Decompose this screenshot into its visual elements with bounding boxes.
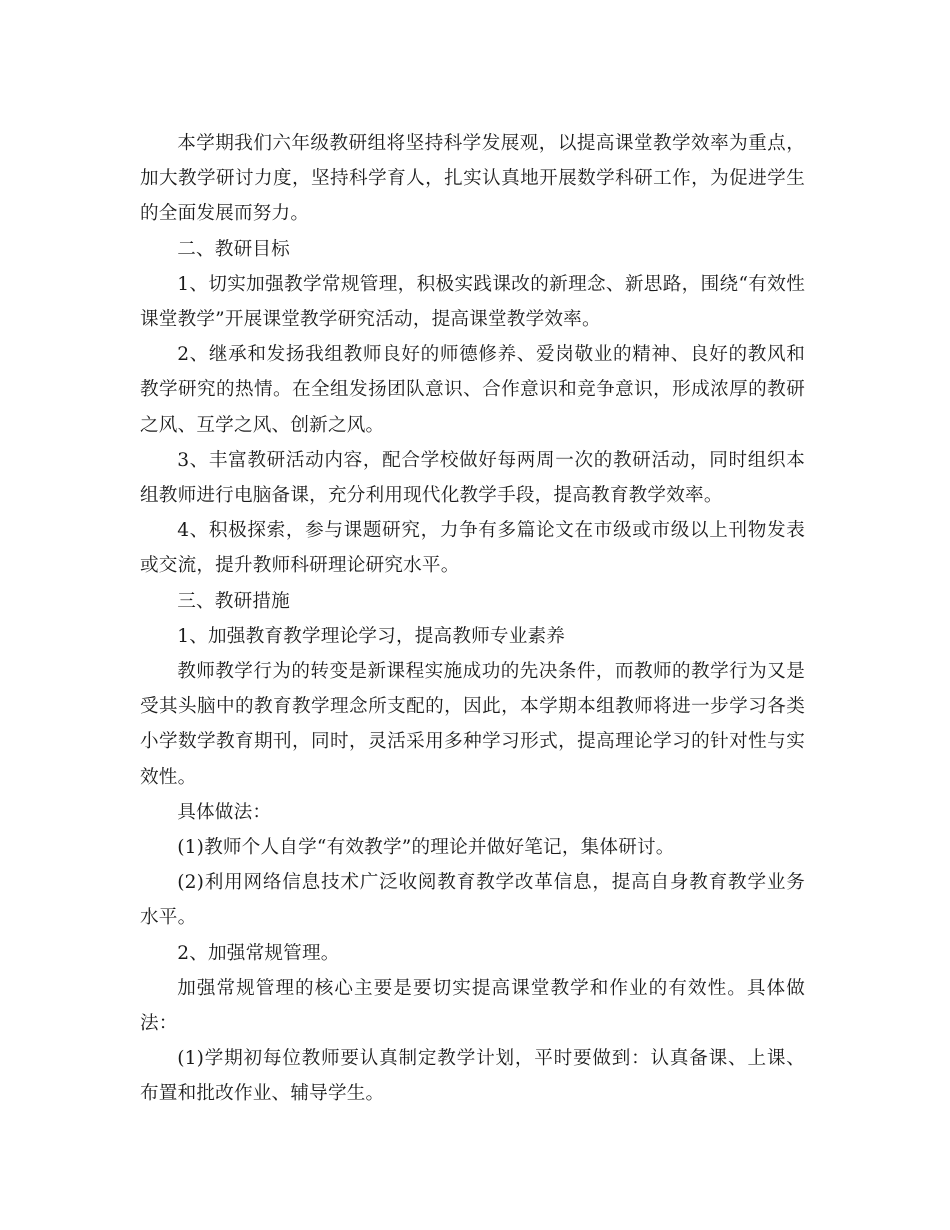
measure-heading-1: 1、加强教育教学理论学习，提高教师专业素养 xyxy=(177,625,566,647)
goal-item-1: 1、切实加强教学常规管理，积极实践课改的新理念、新思路，围绕“有效性课堂教学”开展课堂教学研究活动，提高课堂教学效率。 xyxy=(140,273,805,331)
section-heading-goals: 二、教研目标 xyxy=(177,238,290,260)
method-label: 具体做法： xyxy=(177,801,272,823)
goal-item-2: 2、继承和发扬我组教师良好的师德修养、爱岗敬业的精神、良好的教风和教学研究的热情。在全组发扬团队意识、合作意识和竞争意识，形成浓厚的教研之风、互学之风、创新之风。 xyxy=(140,344,805,436)
measure-heading-2: 2、加强常规管理。 xyxy=(177,942,340,964)
goal-item-3: 3、丰富教研活动内容，配合学校做好每两周一次的教研活动，同时组织本组教师进行电脑备课，充分利用现代化教学手段，提高教育教学效率。 xyxy=(140,449,805,507)
method-item-2: (2)利用网络信息技术广泛收阅教育教学改革信息，提高自身教育教学业务水平。 xyxy=(140,872,805,929)
routine-item-1: (1)学期初每位教师要认真制定教学计划，平时要做到：认真备课、上课、布置和批改作业、辅导学生。 xyxy=(140,1048,805,1105)
intro-paragraph: 本学期我们六年级教研组将坚持科学发展观，以提高课堂教学效率为重点，加大教学研讨力度，坚持科学育人，扎实认真地开展数学科研工作，为促进学生的全面发展而努力。 xyxy=(140,133,805,225)
goal-item-4: 4、积极探索，参与课题研究，力争有多篇论文在市级或市级以上刊物发表或交流，提升教师科研理论研究水平。 xyxy=(140,520,805,577)
measure-2-paragraph: 加强常规管理的核心主要是要切实提高课堂教学和作业的有效性。具体做法： xyxy=(140,977,805,1035)
document-body xyxy=(140,126,805,1112)
method-item-1: (1)教师个人自学“有效教学”的理论并做好笔记，集体研讨。 xyxy=(177,837,675,859)
measure-1-paragraph: 教师教学行为的转变是新课程实施成功的先决条件，而教师的教学行为又是受其头脑中的教育教学理念所支配的，因此，本学期本组教师将进一步学习各类小学数学教育期刊，同时，灵活采用多种学习形式，提高理论学习的针对性与实效性。 xyxy=(140,661,805,788)
section-heading-measures: 三、教研措施 xyxy=(177,590,290,612)
